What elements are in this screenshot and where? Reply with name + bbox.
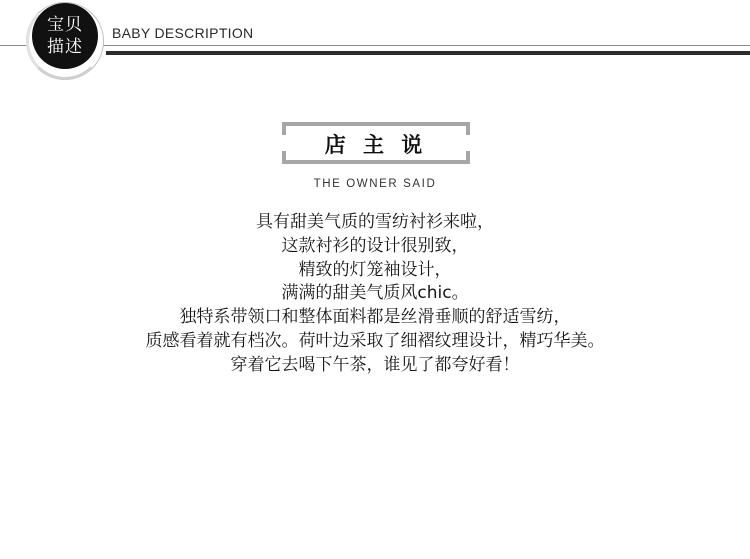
section-subtitle: THE OWNER SAID xyxy=(313,178,437,190)
description-line: 精致的灯笼袖设计， xyxy=(298,259,452,280)
badge-line-2: 描述 xyxy=(47,37,83,57)
description-line: 这款衬衫的设计很别致， xyxy=(281,235,469,256)
description-line: 具有甜美气质的雪纺衬衫来啦， xyxy=(256,212,494,232)
frame-top-bar xyxy=(282,122,470,126)
description-line: 独特系带领口和整体面料都是丝滑垂顺的舒适雪纺， xyxy=(179,307,571,328)
description-text xyxy=(40,211,710,378)
description-line: 穿着它去喝下午茶，谁见了都夸好看！ xyxy=(230,354,520,375)
header-title: BABY DESCRIPTION xyxy=(112,25,254,41)
section-badge xyxy=(32,3,98,69)
frame-bottom-bar xyxy=(282,160,470,164)
section-title-frame xyxy=(282,122,470,164)
badge-line-1: 宝贝 xyxy=(47,15,83,35)
header-divider-thin xyxy=(0,45,750,46)
header-divider-thick xyxy=(106,51,750,55)
description-line: 满满的甜美气质风chic。 xyxy=(281,283,469,304)
section-title: 店 主 说 xyxy=(324,133,428,157)
description-line: 质感看着就有档次。荷叶边采取了细褶纹理设计，精巧华美。 xyxy=(145,330,605,351)
